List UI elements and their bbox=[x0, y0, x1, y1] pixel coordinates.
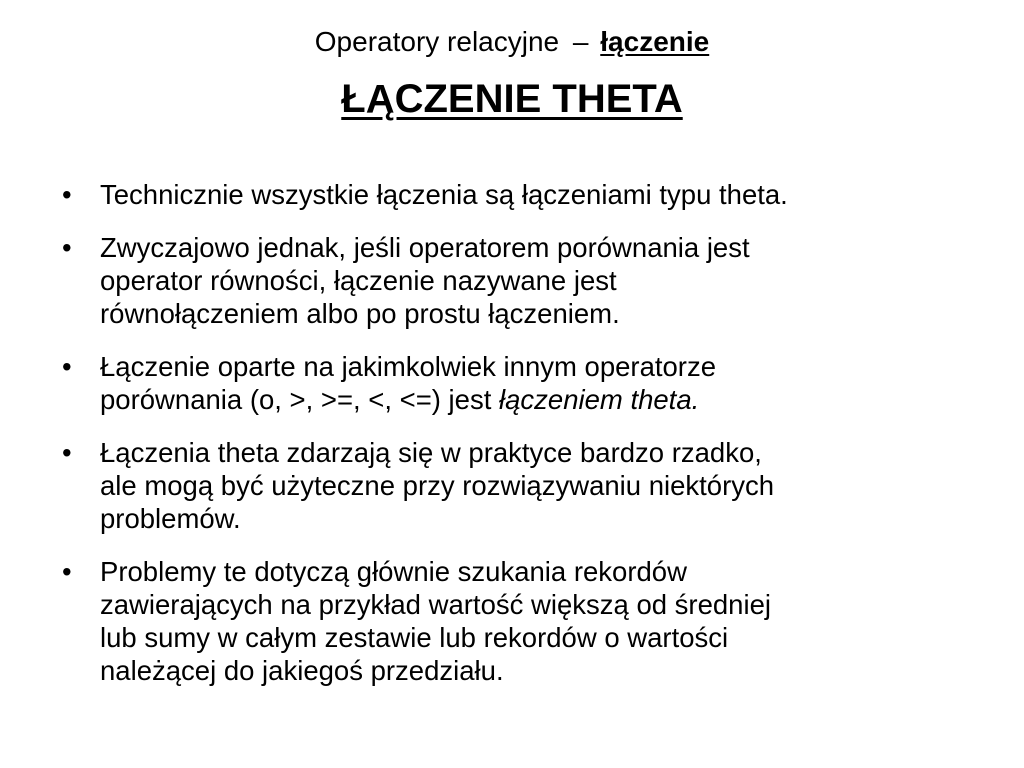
bullet-icon: • bbox=[62, 351, 72, 382]
bullet-line bbox=[100, 383, 960, 416]
bullet-line: problemów. bbox=[100, 503, 241, 534]
bullet-icon: • bbox=[62, 437, 72, 468]
subtitle-prefix: Operatory relacyjne bbox=[314, 26, 560, 57]
bullet-line: Problemy te dotyczą głównie szukania rekordów bbox=[100, 556, 687, 587]
bullet-item bbox=[60, 178, 960, 211]
bullet-list bbox=[60, 178, 960, 707]
bullet-icon: • bbox=[62, 179, 72, 210]
bullet-line-text: porównania (o, >, >=, <, <=) jest bbox=[100, 384, 499, 415]
bullet-item bbox=[60, 231, 960, 330]
bullet-italic-term: łączeniem theta. bbox=[499, 384, 700, 415]
bullet-item bbox=[60, 436, 960, 535]
slide-subtitle bbox=[0, 24, 1024, 60]
bullet-line: ale mogą być użyteczne przy rozwiązywaniu niektórych bbox=[100, 470, 775, 501]
bullet-line: równołączeniem albo po prostu łączeniem. bbox=[100, 298, 620, 329]
bullet-line: Zwyczajowo jednak, jeśli operatorem porównania jest bbox=[100, 232, 750, 263]
bullet-line: zawierających na przykład wartość większą od średniej bbox=[100, 589, 771, 620]
subtitle-emphasis: łączenie bbox=[600, 26, 710, 57]
subtitle-dash: – bbox=[572, 26, 589, 57]
bullet-line: lub sumy w całym zestawie lub rekordów o wartości bbox=[100, 622, 729, 653]
bullet-line: Łączenia theta zdarzają się w praktyce bardzo rzadko, bbox=[100, 437, 762, 468]
bullet-line: Łączenie oparte na jakimkolwiek innym operatorze bbox=[100, 351, 717, 382]
bullet-item bbox=[60, 555, 960, 687]
bullet-line: Technicznie wszystkie łączenia są łączeniami typu theta. bbox=[100, 179, 788, 210]
bullet-icon: • bbox=[62, 232, 72, 263]
bullet-line: należącej do jakiegoś przedziału. bbox=[100, 655, 504, 686]
slide-title: ŁĄCZENIE THETA bbox=[341, 77, 683, 121]
bullet-line: operator równości, łączenie nazywane jest bbox=[100, 265, 617, 296]
bullet-icon: • bbox=[62, 556, 72, 587]
bullet-item bbox=[60, 350, 960, 416]
